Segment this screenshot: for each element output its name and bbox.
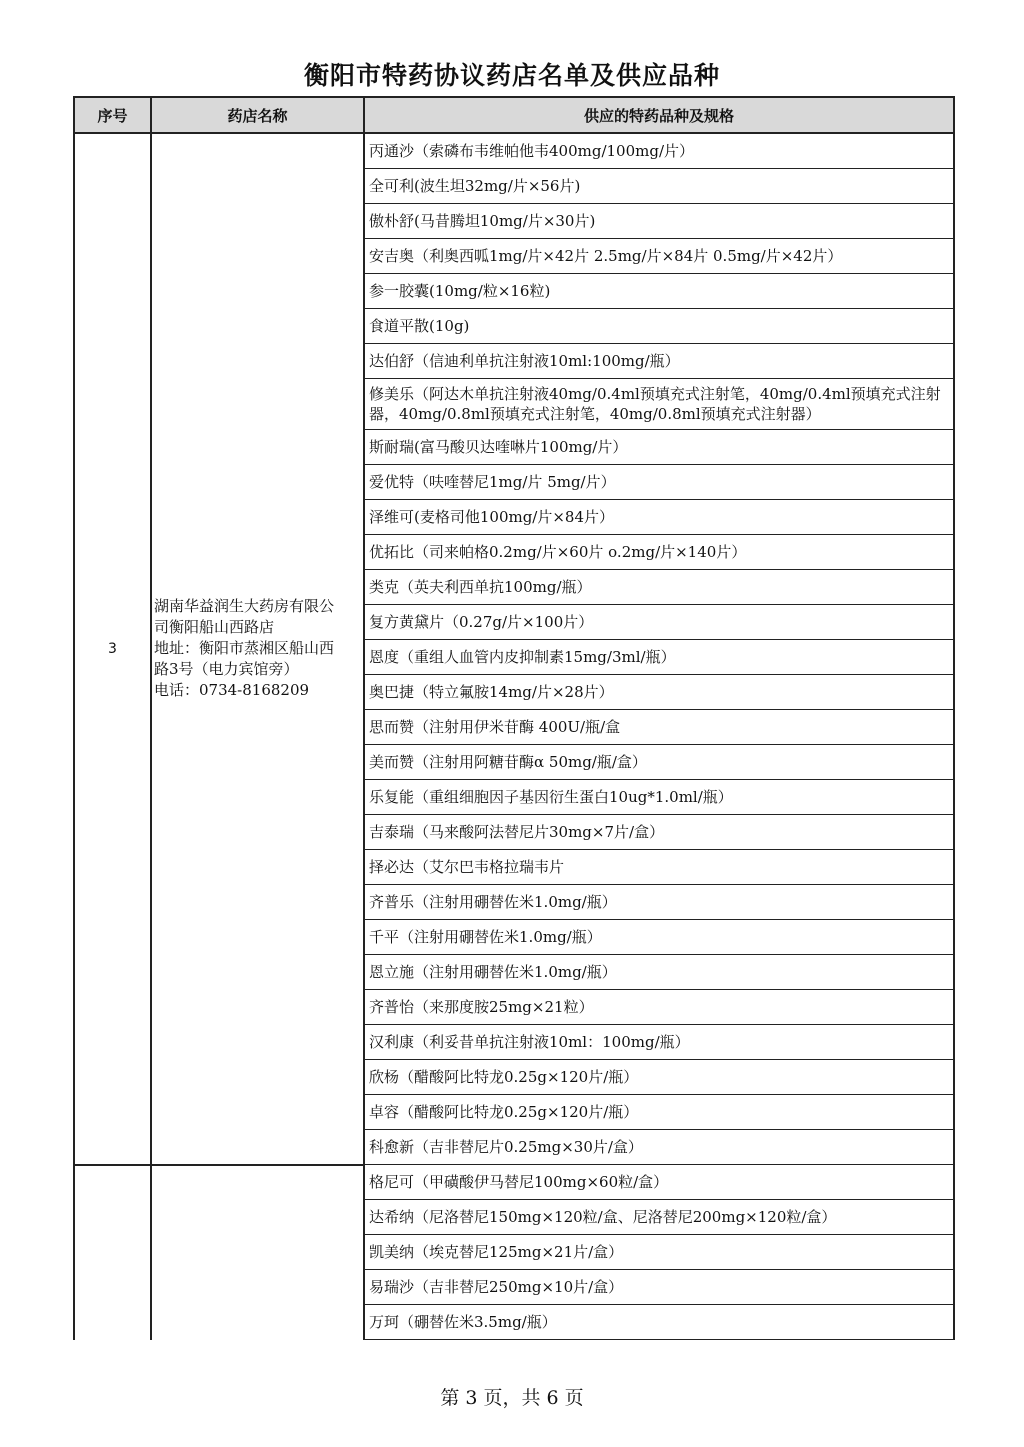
header-store: 药店名称 xyxy=(151,97,364,133)
table-header-row xyxy=(74,97,954,133)
page-footer: 第 3 页，共 6 页 xyxy=(440,1387,584,1409)
seq-cell: 3 xyxy=(74,133,151,1165)
store-info-line: 湖南华益润生大药房有限公 xyxy=(154,597,335,616)
drug-item: 斯耐瑞(富马酸贝达喹啉片100mg/片） xyxy=(364,430,954,465)
drug-item: 美而赞（注射用阿糖苷酶α 50mg/瓶/盒） xyxy=(364,745,954,780)
drug-item: 格尼可（甲磺酸伊马替尼100mg×60粒/盒） xyxy=(364,1165,954,1200)
pharmacy-table xyxy=(73,96,955,1340)
store-info-line: 路3号（电力宾馆旁） xyxy=(154,660,299,679)
seq-cell xyxy=(74,1165,151,1340)
drug-item: 复方黄黛片（0.27g/片×100片） xyxy=(364,605,954,640)
store-info-line: 司衡阳船山西路店 xyxy=(154,618,275,637)
drug-item: 思而赞（注射用伊米苷酶 400U/瓶/盒 xyxy=(364,710,954,745)
drug-item: 科愈新（吉非替尼片0.25mg×30片/盒） xyxy=(364,1130,954,1165)
drug-item: 达伯舒（信迪利单抗注射液10ml:100mg/瓶） xyxy=(364,344,954,379)
drug-item: 易瑞沙（吉非替尼250mg×10片/盒） xyxy=(364,1270,954,1305)
drug-item: 齐普怡（来那度胺25mg×21粒） xyxy=(364,990,954,1025)
table-row xyxy=(74,133,954,169)
drug-item: 丙通沙（索磷布韦维帕他韦400mg/100mg/片） xyxy=(364,133,954,169)
drug-item: 卓容（醋酸阿比特龙0.25g×120片/瓶） xyxy=(364,1095,954,1130)
store-cell xyxy=(151,1165,364,1340)
drug-item: 安吉奥（利奥西呱1mg/片×42片 2.5mg/片×84片 0.5mg/片×42片） xyxy=(364,239,954,274)
drug-item: 全可利(波生坦32mg/片×56片) xyxy=(364,169,954,204)
store-info-line: 地址：衡阳市蒸湘区船山西 xyxy=(154,639,335,658)
drug-item: 奥巴捷（特立氟胺14mg/片×28片） xyxy=(364,675,954,710)
drug-item: 乐复能（重组细胞因子基因衍生蛋白10ug*1.0ml/瓶） xyxy=(364,780,954,815)
table-body xyxy=(74,133,954,1340)
drug-item: 参一胶囊(10mg/粒×16粒) xyxy=(364,274,954,309)
drug-item: 泽维可(麦格司他100mg/片×84片） xyxy=(364,500,954,535)
page-title: 衡阳市特药协议药店名单及供应品种 xyxy=(303,61,720,90)
drug-item: 食道平散(10g) xyxy=(364,309,954,344)
header-drugs: 供应的特药品种及规格 xyxy=(364,97,954,133)
drug-item: 达希纳（尼洛替尼150mg×120粒/盒、尼洛替尼200mg×120粒/盒） xyxy=(364,1200,954,1235)
drug-item: 凯美纳（埃克替尼125mg×21片/盒） xyxy=(364,1235,954,1270)
drug-item: 择必达（艾尔巴韦格拉瑞韦片 xyxy=(364,850,954,885)
drug-item: 齐普乐（注射用硼替佐米1.0mg/瓶） xyxy=(364,885,954,920)
drug-item: 万珂（硼替佐米3.5mg/瓶） xyxy=(364,1305,954,1340)
drug-item: 爱优特（呋喹替尼1mg/片 5mg/片） xyxy=(364,465,954,500)
header-seq: 序号 xyxy=(74,97,151,133)
drug-item: 傲朴舒(马昔腾坦10mg/片×30片) xyxy=(364,204,954,239)
store-info-line: 电话：0734-8168209 xyxy=(154,681,310,700)
drug-item: 吉泰瑞（马来酸阿法替尼片30mg×7片/盒） xyxy=(364,815,954,850)
drug-item: 欣杨（醋酸阿比特龙0.25g×120片/瓶） xyxy=(364,1060,954,1095)
drug-item: 类克（英夫利西单抗100mg/瓶） xyxy=(364,570,954,605)
drug-item: 恩立施（注射用硼替佐米1.0mg/瓶） xyxy=(364,955,954,990)
drug-item: 恩度（重组人血管内皮抑制素15mg/3ml/瓶） xyxy=(364,640,954,675)
store-cell xyxy=(151,133,364,1165)
table-row xyxy=(74,1165,954,1200)
drug-item: 汉利康（利妥昔单抗注射液10ml：100mg/瓶） xyxy=(364,1025,954,1060)
drug-item: 千平（注射用硼替佐米1.0mg/瓶） xyxy=(364,920,954,955)
drug-item: 修美乐（阿达木单抗注射液40mg/0.4ml预填充式注射笔，40mg/0.4ml预填充式注射器，40mg/0.8ml预填充式注射笔，40mg/0.8ml预填充式注射器） xyxy=(364,379,954,430)
drug-item: 优拓比（司来帕格0.2mg/片×60片 o.2mg/片×140片） xyxy=(364,535,954,570)
